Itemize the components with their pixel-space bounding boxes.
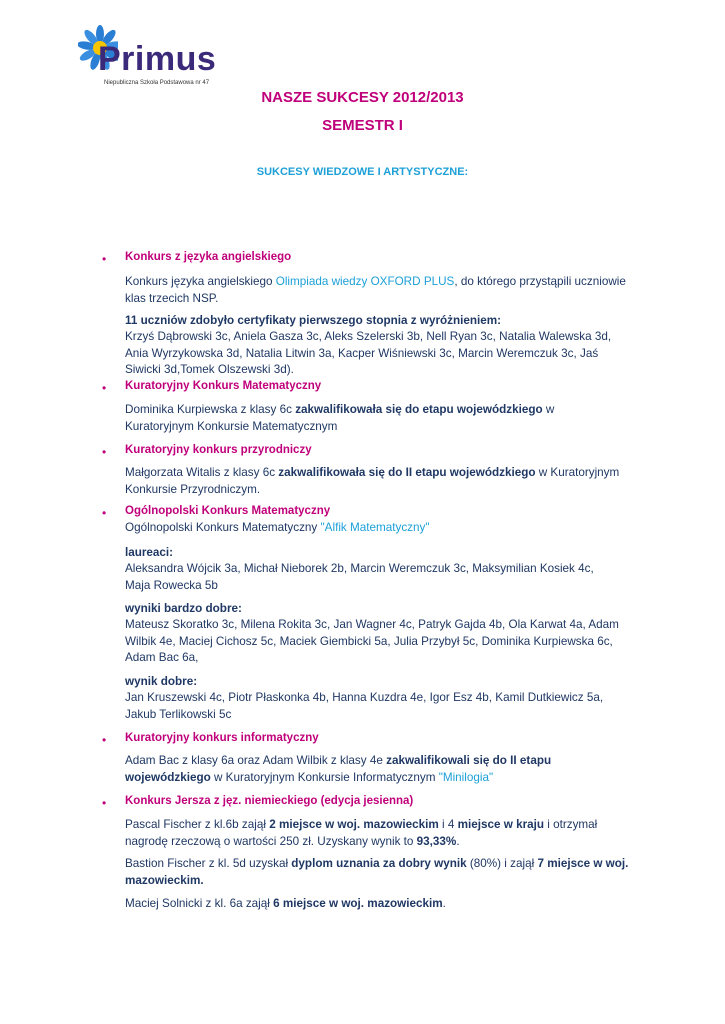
paragraph: Dominika Kurpiewska z klasy 6c zakwalifikowała się do etapu wojewódzkiego w Kuratoryjnym Konkursie Matematycznym: [125, 403, 555, 433]
semester-title: SEMESTR I: [322, 117, 403, 134]
section-heading: SUKCESY WIEDZOWE I ARTYSTYCZNE:: [256, 166, 469, 178]
laureates-list: Aleksandra Wójcik 3a, Michał Nieborek 2b, Marcin Weremczuk 3c, Maksymilian Kosiek 4c, Maja Rowecka 5b: [125, 562, 594, 592]
paragraph-maciej: Maciej Solnicki z kl. 6a zajął 6 miejsce w woj. mazowieckim.: [125, 897, 446, 910]
laureates-heading: laureaci:: [125, 546, 174, 559]
section-title: Kuratoryjny konkurs informatyczny: [125, 732, 319, 744]
paragraph-bastion: Bastion Fischer z kl. 5d uzyskał dyplom uznania za dobry wynik (80%) i zajął 7 miejsce w woj. mazowieckim.: [125, 857, 629, 887]
very-good-list: Mateusz Skoratko 3c, Milena Rokita 3c, Jan Wagner 4c, Patryk Gajda 4b, Ola Karwat 4a, Adam Wilbik 4e, Maciej Cichosz 5c, Maciek Giembicki 5a, Julia Przybył 5c, Dominika Kurpiewska 6c, Adam Bac 6a,: [125, 618, 619, 664]
paragraph: Małgorzata Witalis z klasy 6c zakwalifikowała się do II etapu wojewódzkiego w Kuratoryjnym Konkursie Przyrodniczym.: [125, 466, 620, 496]
bullet-icon: •: [102, 796, 107, 810]
logo-subtitle: Niepubliczna Szkoła Podstawowa nr 47: [104, 80, 210, 86]
bullet-icon: •: [102, 381, 107, 395]
bullet-icon: •: [102, 252, 107, 266]
paragraph: Konkurs języka angielskiego Olimpiada wiedzy OXFORD PLUS, do którego przystąpili uczniowie klas trzecich NSP.: [125, 275, 626, 305]
section-title: Konkurs Jersza z jęz. niemieckiego (edycja jesienna): [125, 795, 414, 807]
section-title: Kuratoryjny konkurs przyrodniczy: [125, 444, 312, 456]
page-title: NASZE SUKCESY 2012/2013: [261, 89, 464, 106]
alfik-line: Ogólnopolski Konkurs Matematyczny "Alfik Matematyczny": [125, 521, 430, 534]
paragraph-pascal: Pascal Fischer z kl.6b zajął 2 miejsce w woj. mazowieckim i 4 miejsce w kraju i otrzymał nagrodę rzeczową o wartości 250 zł. Uzyskany wynik to 93,33%.: [125, 818, 598, 848]
bullet-icon: •: [102, 506, 107, 520]
paragraph: Adam Bac z klasy 6a oraz Adam Wilbik z klasy 4e zakwalifikowali się do II etapu wojewódzkiego w Kuratoryjnym Konkursie Informatycznym "Minilogia": [125, 754, 552, 784]
bullet-icon: •: [102, 733, 107, 747]
logo-wordmark: Primus: [98, 40, 217, 78]
section-title: Konkurs z języka angielskiego: [125, 251, 292, 263]
good-list: Jan Kruszewski 4c, Piotr Płaskonka 4b, Hanna Kuzdra 4e, Igor Esz 4b, Kamil Dutkiewicz 5a, Jakub Terlikowski 5c: [125, 691, 604, 721]
section-title: Kuratoryjny Konkurs Matematyczny: [125, 380, 322, 392]
good-heading: wynik dobre:: [125, 675, 198, 688]
very-good-heading: wyniki bardzo dobre:: [125, 602, 242, 615]
section-title: Ogólnopolski Konkurs Matematyczny: [125, 505, 331, 517]
names-list: Krzyś Dąbrowski 3c, Aniela Gasza 3c, Aleks Szelerski 3b, Nell Ryan 3c, Natalia Walewska 3d, Ania Wyrzykowska 3d, Natalia Litwin 3a, Kacper Wiśniewski 3c, Marcin Weremczuk 3c, Jaś Siwicki 3d,Tomek Olszewski 3d).: [125, 330, 612, 376]
certificate-heading: 11 uczniów zdobyło certyfikaty pierwszego stopnia z wyróżnieniem:: [125, 314, 502, 327]
bullet-icon: •: [102, 445, 107, 459]
